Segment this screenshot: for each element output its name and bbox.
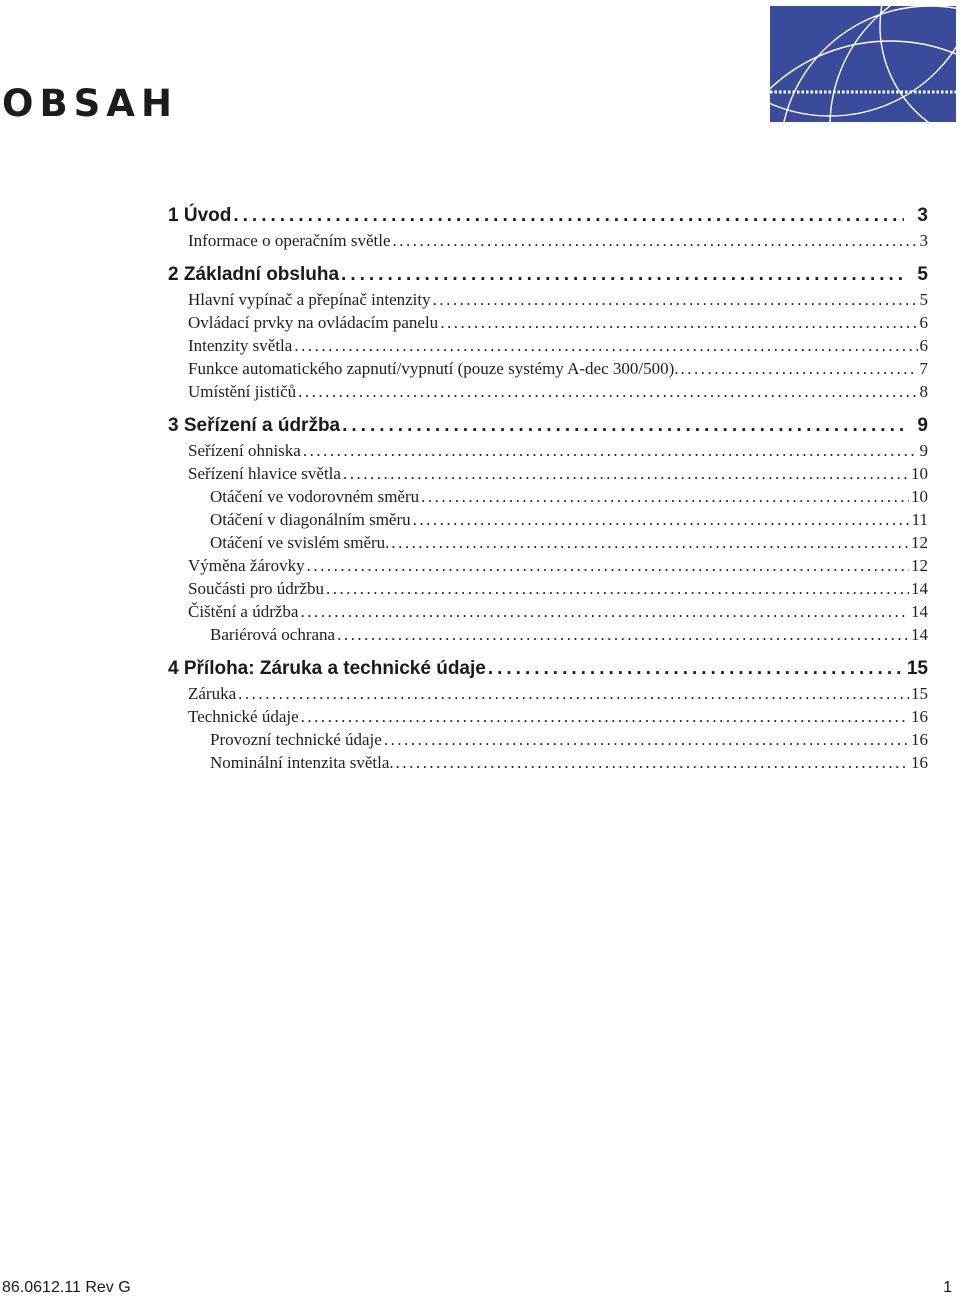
toc-entry[interactable] [168,707,928,730]
toc-entry-label: Provozní technické údaje [210,730,382,749]
toc-entry-label: Výměna žárovky [188,556,305,575]
dot-leader [488,658,904,680]
toc-section[interactable] [168,205,928,231]
toc-entry-page: 14 [911,579,928,598]
toc-entry-page: 6 [919,313,928,332]
toc-entry[interactable] [168,464,928,487]
toc-entry-label: Seřízení ohniska [188,441,301,460]
toc-entry-label: Informace o operačním světle [188,231,391,250]
toc-entry-page: 15 [911,684,928,703]
toc-entry-label: 3 Seřízení a údržba [168,415,341,436]
dot-leader [238,684,909,704]
brand-logo [770,6,956,122]
dot-leader [341,264,904,286]
dot-leader [343,464,909,484]
toc-section[interactable] [168,415,928,441]
toc-entry-label: 4 Příloha: Záruka a technické údaje [168,658,486,679]
toc-subentry[interactable] [168,533,928,556]
toc-entry-page: 6 [919,336,928,355]
toc-subentry[interactable] [168,487,928,510]
toc-entry[interactable] [168,382,928,405]
toc-entry[interactable] [168,231,928,254]
toc-entry-label: Součásti pro údržbu [188,579,324,598]
toc-section[interactable] [168,658,928,684]
toc-entry[interactable] [168,290,928,313]
toc-entry-label: Otáčení ve vodorovném směru [210,487,420,506]
toc-entry[interactable] [168,359,928,382]
toc-entry-label: Čištění a údržba [188,602,299,621]
toc-entry-page: 10 [911,464,928,483]
toc-entry-page: 9 [919,441,928,460]
toc-entry-label: Otáčení v diagonálním směru [210,510,411,529]
toc-entry[interactable] [168,336,928,359]
toc-entry-page: 7 [919,359,928,378]
toc-section[interactable] [168,264,928,290]
dot-leader [300,602,909,622]
toc-entry-page: 9 [917,415,928,436]
toc-entry-page: 8 [919,382,928,401]
toc-entry-label: Ovládací prvky na ovládacím panelu [188,313,439,332]
toc-subentry[interactable] [168,753,928,776]
toc-entry[interactable] [168,602,928,625]
toc-entry-label: Hlavní vypínač a přepínač intenzity [188,290,431,309]
dot-leader [307,556,909,576]
toc-subentry[interactable] [168,625,928,648]
dot-leader [433,290,918,310]
toc-entry-page: 16 [911,707,928,726]
toc-entry-page: 15 [906,658,928,679]
dot-leader [384,730,909,750]
toc-entry-page: 12 [911,556,928,575]
dot-leader [326,579,909,599]
page-title: OBSAH [2,82,178,125]
dot-leader [342,415,904,437]
toc-entry-label: Bariérová ochrana [210,625,336,644]
dot-leader [391,533,909,553]
dot-leader [396,753,909,773]
toc-entry[interactable] [168,556,928,579]
toc-entry-page: 5 [919,290,928,309]
page-number: 1 [943,1279,952,1296]
toc-entry-label: Funkce automatického zapnutí/vypnutí (pouze systémy A-dec 300/500). [188,359,679,378]
toc-entry-page: 11 [911,510,928,529]
toc-subentry[interactable] [168,730,928,753]
logo-graphic [770,6,956,122]
dot-leader [301,707,909,727]
dot-leader [440,313,917,333]
dot-leader [421,487,909,507]
dot-leader [303,441,918,461]
toc-entry-label: Nominální intenzita světla. [210,753,394,772]
toc-entry-label: Otáčení ve svislém směru. [210,533,390,552]
toc-entry-label: Seřízení hlavice světla [188,464,341,483]
toc-entry-page: 16 [911,730,928,749]
toc-entry-label: 1 Úvod [168,205,232,226]
toc-entry-label: Umístění jističů [188,382,297,401]
table-of-contents [168,205,928,776]
toc-entry[interactable] [168,441,928,464]
toc-entry-label: 2 Základní obsluha [168,264,340,285]
dot-leader [413,510,910,530]
dot-leader [337,625,909,645]
toc-entry-page: 14 [911,602,928,621]
toc-subentry[interactable] [168,510,928,533]
toc-entry-label: Technické údaje [188,707,299,726]
dot-leader [681,359,918,379]
toc-entry-page: 12 [911,533,928,552]
toc-entry-label: Intenzity světla [188,336,293,355]
toc-entry-page: 14 [911,625,928,644]
toc-entry-label: Záruka [188,684,237,703]
toc-entry-page: 10 [911,487,928,506]
logo-background [770,6,956,122]
toc-entry-page: 5 [917,264,928,285]
toc-entry[interactable] [168,579,928,602]
dot-leader [393,231,918,251]
toc-entry-page: 3 [917,205,928,226]
dot-leader [233,205,904,227]
dot-leader [298,382,917,402]
toc-entry-page: 16 [911,753,928,772]
toc-entry[interactable] [168,684,928,707]
document-number: 86.0612.11 Rev G [2,1279,131,1296]
toc-entry-page: 3 [919,231,928,250]
dot-leader [294,336,917,356]
toc-entry[interactable] [168,313,928,336]
